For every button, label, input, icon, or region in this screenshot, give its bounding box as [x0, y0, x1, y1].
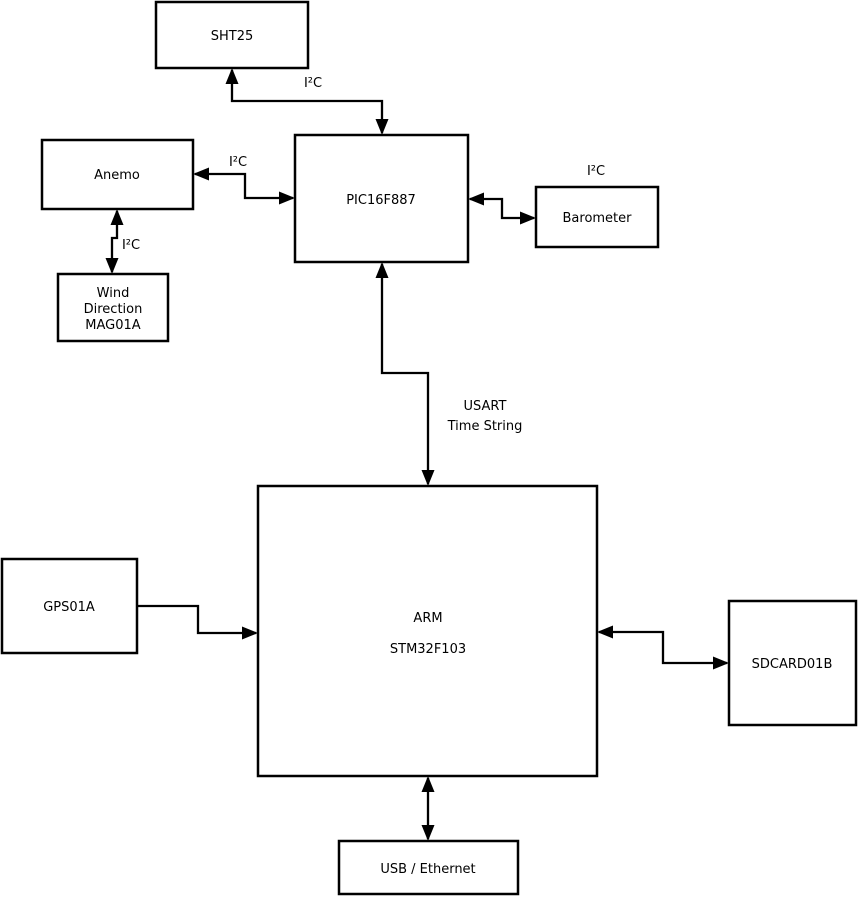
sht25-label: SHT25	[210, 29, 254, 44]
node-barometer	[536, 187, 658, 247]
arm-label-line1: ARM	[413, 611, 443, 626]
sdcard01b-label: SDCARD01B	[751, 657, 833, 672]
gps01a-label: GPS01A	[43, 600, 95, 615]
arm-box	[258, 486, 597, 776]
wind-direction-label-line1: Wind	[96, 286, 130, 301]
i2c-label-barometer: I²C	[586, 164, 606, 179]
arm-label-line2: STM32F103	[389, 642, 467, 657]
node-sht25	[156, 2, 308, 68]
i2c-label-anemo: I²C	[228, 155, 248, 170]
node-pic16f887	[295, 135, 468, 262]
anemo-label: Anemo	[94, 168, 140, 183]
node-anemo	[42, 140, 193, 209]
node-sdcard01b	[729, 601, 856, 725]
barometer-label: Barometer	[562, 211, 632, 226]
usart-label-line2: Time String	[447, 419, 523, 434]
node-arm	[258, 486, 597, 776]
i2c-label-sht25: I²C	[303, 76, 323, 91]
i2c-label-wind-direction: I²C	[121, 238, 141, 253]
wind-direction-label-line2: Direction	[83, 302, 143, 317]
node-wind-direction	[58, 274, 168, 341]
pic16f887-label: PIC16F887	[346, 193, 416, 208]
usart-label-line1: USART	[463, 399, 507, 414]
wind-direction-label-line3: MAG01A	[85, 318, 141, 333]
usb-ethernet-label: USB / Ethernet	[380, 862, 476, 877]
node-gps01a	[2, 559, 137, 653]
node-usb-ethernet	[339, 841, 518, 894]
